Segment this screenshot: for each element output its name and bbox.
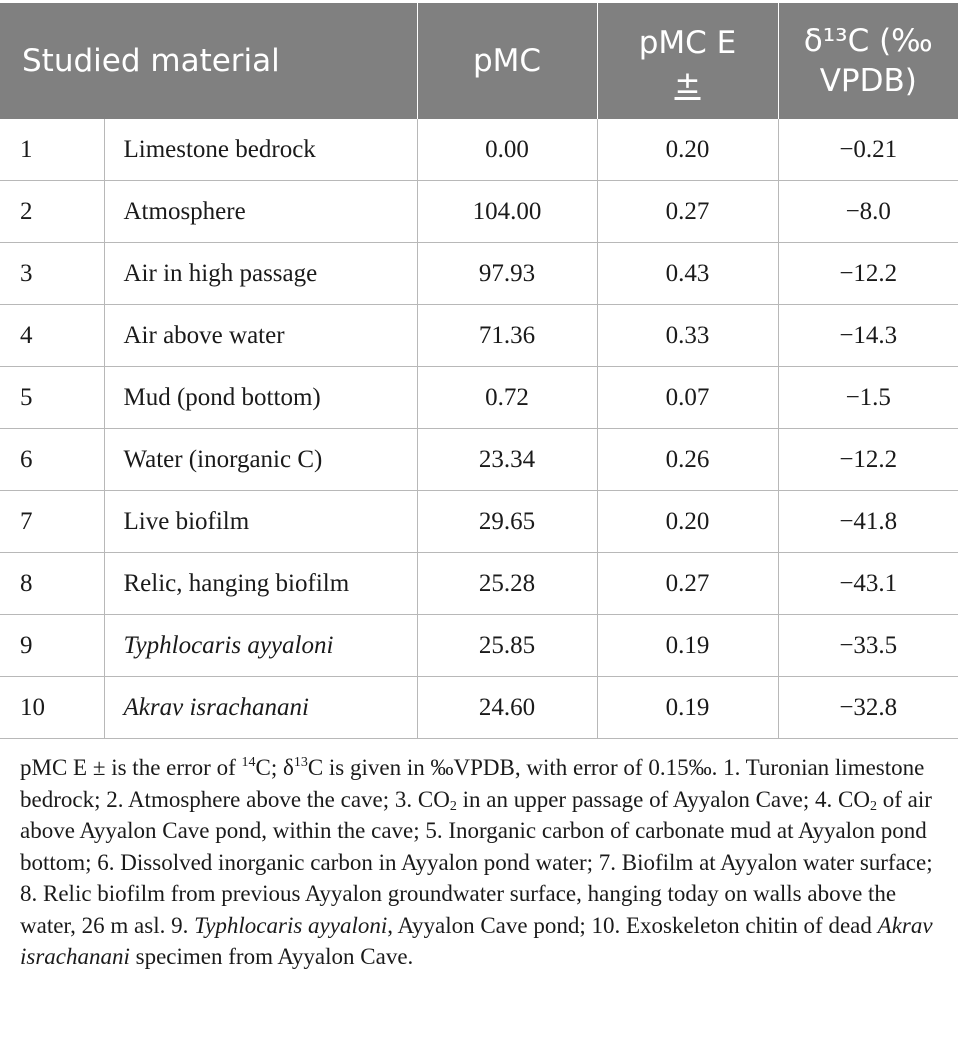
- row-delta13c: −43.1: [778, 553, 958, 615]
- row-material: Water (inorganic C): [104, 429, 417, 491]
- row-number: 8: [0, 553, 104, 615]
- row-delta13c: −41.8: [778, 491, 958, 553]
- header-delta13c-line2: VPDB): [819, 63, 917, 99]
- row-number: 4: [0, 305, 104, 367]
- row-number: 2: [0, 181, 104, 243]
- row-number: 10: [0, 677, 104, 739]
- row-pmc-error: 0.20: [597, 491, 778, 553]
- row-delta13c: −0.21: [778, 119, 958, 181]
- table-row: [0, 181, 958, 243]
- footnote-species-name: Typhlocaris ayyaloni: [194, 912, 388, 938]
- data-table-wrapper: [0, 3, 958, 739]
- row-pmc-error: 0.33: [597, 305, 778, 367]
- row-material: Mud (pond bottom): [104, 367, 417, 429]
- row-number: 3: [0, 243, 104, 305]
- footnote-text: of air above Ayyalon Cave pond, within the cave; 5. Inorganic carbon of carbonate mud at Ayyalon pond bottom; 6. Dissolved inorganic carbon in Ayyalon pond water; 7. Biofilm at Ayyalon water surface; 8. Relic biofilm from previous Ayyalon groundwater surface, hanging today on walls above the water, 26 m asl. 9.: [20, 786, 933, 938]
- row-pmc: 25.28: [417, 553, 597, 615]
- footnote-superscript: 14: [241, 755, 256, 770]
- row-material: Atmosphere: [104, 181, 417, 243]
- row-pmc: 104.00: [417, 181, 597, 243]
- row-delta13c: −14.3: [778, 305, 958, 367]
- table-row: [0, 615, 958, 677]
- footnote-text: specimen from Ayyalon Cave.: [129, 944, 414, 969]
- table-row: [0, 429, 958, 491]
- row-number: 5: [0, 367, 104, 429]
- row-pmc-error: 0.07: [597, 367, 778, 429]
- row-pmc-error: 0.26: [597, 429, 778, 491]
- header-pmc-error-line2: ±: [674, 65, 701, 101]
- table-row: [0, 553, 958, 615]
- row-material: Air above water: [104, 305, 417, 367]
- footnote-text: C is given in ‰VPDB, with error of 0.15‰. 1. Turonian limestone bedrock; 2. Atmosphere above the cave; 3. CO: [20, 755, 925, 812]
- table-row: [0, 367, 958, 429]
- row-pmc: 0.00: [417, 119, 597, 181]
- row-delta13c: −12.2: [778, 429, 958, 491]
- row-pmc: 71.36: [417, 305, 597, 367]
- row-pmc-error: 0.43: [597, 243, 778, 305]
- row-pmc: 29.65: [417, 491, 597, 553]
- header-pmc-error-line1: pMC E: [638, 25, 737, 61]
- table-footnote: [20, 752, 950, 973]
- row-delta13c: −1.5: [778, 367, 958, 429]
- table-row: [0, 305, 958, 367]
- row-pmc-error: 0.27: [597, 181, 778, 243]
- row-delta13c: −12.2: [778, 243, 958, 305]
- row-delta13c: −33.5: [778, 615, 958, 677]
- row-pmc: 25.85: [417, 615, 597, 677]
- isotope-table: [0, 3, 958, 739]
- row-delta13c: −32.8: [778, 677, 958, 739]
- row-material: Air in high passage: [104, 243, 417, 305]
- row-pmc-error: 0.19: [597, 615, 778, 677]
- header-pmc-error: [597, 3, 778, 119]
- header-delta13c: [778, 3, 958, 119]
- row-material: Typhlocaris ayyaloni: [104, 615, 417, 677]
- row-number: 1: [0, 119, 104, 181]
- header-delta13c-line1: δ¹³C (‰: [803, 23, 933, 59]
- header-pmc: pMC: [417, 3, 597, 119]
- row-pmc-error: 0.27: [597, 553, 778, 615]
- row-material: Live biofilm: [104, 491, 417, 553]
- row-number: 9: [0, 615, 104, 677]
- table-row: [0, 491, 958, 553]
- row-pmc: 0.72: [417, 367, 597, 429]
- row-pmc: 24.60: [417, 677, 597, 739]
- footnote-text: , Ayyalon Cave pond; 10. Exoskeleton chitin of dead: [387, 912, 878, 938]
- row-material: Limestone bedrock: [104, 119, 417, 181]
- row-delta13c: −8.0: [778, 181, 958, 243]
- row-pmc: 97.93: [417, 243, 597, 305]
- footnote-superscript: 13: [293, 755, 308, 770]
- footnote-species-name: Akrav israchanani: [20, 912, 933, 969]
- table-row: [0, 119, 958, 181]
- table-body: [0, 119, 958, 739]
- row-pmc-error: 0.20: [597, 119, 778, 181]
- header-studied-material: Studied material: [0, 3, 417, 119]
- row-material: Akrav israchanani: [104, 677, 417, 739]
- row-pmc-error: 0.19: [597, 677, 778, 739]
- footnote-subscript: 2: [869, 798, 877, 814]
- header-row: [0, 3, 958, 119]
- table-row: [0, 243, 958, 305]
- row-pmc: 23.34: [417, 429, 597, 491]
- row-number: 6: [0, 429, 104, 491]
- table-header: [0, 3, 958, 119]
- footnote-text: in an upper passage of Ayyalon Cave; 4. CO: [456, 786, 870, 812]
- footnote-subscript: 2: [449, 798, 457, 814]
- footnote-text: C; δ: [255, 755, 294, 780]
- row-number: 7: [0, 491, 104, 553]
- footnote-text: pMC E ± is the error of: [20, 755, 242, 780]
- row-material: Relic, hanging biofilm: [104, 553, 417, 615]
- table-row: [0, 677, 958, 739]
